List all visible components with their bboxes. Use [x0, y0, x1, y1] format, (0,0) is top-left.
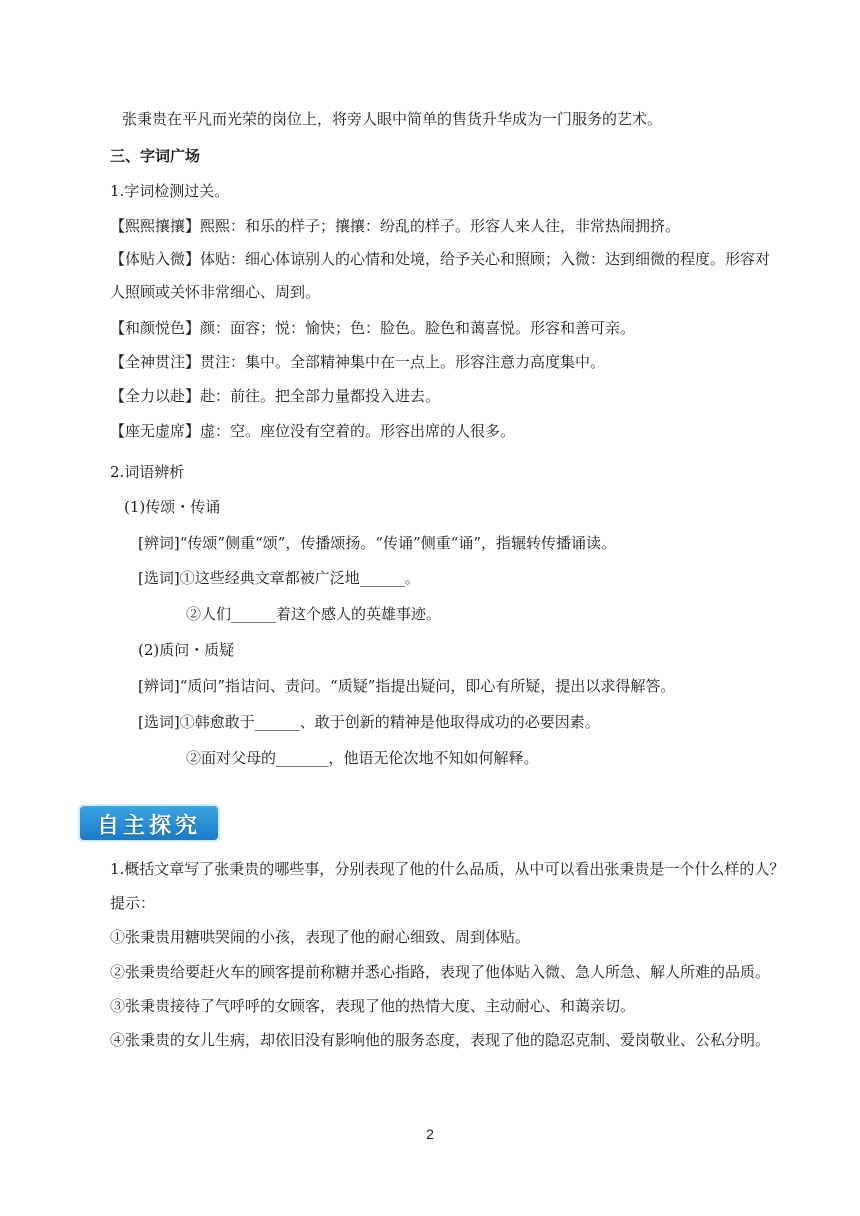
- answer-4: ④张秉贵的女儿生病，却依旧没有影响他的服务态度，表现了他的隐忍克制、爱岗敬业、公私分明。: [110, 1031, 771, 1049]
- explore-question: 1.概括文章写了张秉贵的哪些事，分别表现了他的什么品质，从中可以看出张秉贵是一个什么样的人？: [110, 860, 785, 878]
- pair1-choose2: ②人们______着这个感人的英雄事迹。: [186, 605, 442, 623]
- pair2-analysis: [辨词]“质问”指诘问、责问。“质疑”指提出疑问，即心有所疑，提出以求得解答。: [138, 677, 676, 695]
- sub-heading-word-check: 1.字词检测过关。: [110, 182, 230, 200]
- pair2-choose1: [选词]①韩愈敢于______、敢于创新的精神是他取得成功的必要因素。: [138, 713, 600, 731]
- section-heading: 三、字词广场: [110, 147, 201, 165]
- answer-3: ③张秉贵接待了气呼呼的女顾客，表现了他的热情大度、主动耐心、和蔼亲切。: [110, 997, 636, 1015]
- pair1-title: (1)传颂・传诵: [124, 498, 221, 516]
- hint-label: 提示：: [110, 894, 156, 912]
- entry-zuowuxuxi: 【座无虚席】虚：空。座位没有空着的。形容出席的人很多。: [110, 422, 516, 440]
- pair1-analysis: [辨词]“传颂”侧重“颂”，传播颂扬。“传诵”侧重“诵”，指辗转传播诵读。: [138, 534, 617, 552]
- answer-1: ①张秉贵用糖哄哭闹的小孩，表现了他的耐心细致、周到体贴。: [110, 928, 531, 946]
- answer-2: ②张秉贵给要赶火车的顾客提前称糖并悉心指路，表现了他体贴入微、急人所急、解人所难的品质。: [110, 963, 771, 981]
- entry-quanshenguanzhu: 【全神贯注】贯注：集中。全部精神集中在一点上。形容注意力高度集中。: [110, 353, 606, 371]
- pair2-title: (2)质问・质疑: [138, 641, 235, 659]
- entry-xixirangrang: 【熙熙攘攘】熙熙：和乐的样子；攘攘：纷乱的样子。形容人来人往，非常热闹拥挤。: [110, 217, 681, 235]
- entry-titieruwei: 【体贴入微】体贴：细心体谅别人的心情和处境，给予关心和照顾；入微：达到细微的程度。形容对: [110, 250, 771, 268]
- pair2-choose2: ②面对父母的_______，他语无伦次地不知如何解释。: [186, 749, 539, 767]
- banner-label: 自主探究: [96, 814, 201, 839]
- intro-line: 张秉贵在平凡而光荣的岗位上，将旁人眼中简单的售货升华成为一门服务的艺术。: [122, 110, 663, 128]
- page-number: 2: [426, 1126, 434, 1142]
- entry-titieruwei-cont: 人照顾或关怀非常细心、周到。: [110, 283, 321, 301]
- entry-quanliyifu: 【全力以赴】赴：前往。把全部力量都投入进去。: [110, 387, 441, 405]
- sub-heading-word-analysis: 2.词语辨析: [110, 463, 185, 481]
- self-explore-banner: [78, 804, 220, 842]
- pair1-choose1: [选词]①这些经典文章都被广泛地______。: [138, 569, 420, 587]
- entry-heyanyuese: 【和颜悦色】颜：面容；悦：愉快；色：脸色。脸色和蔼喜悦。形容和善可亲。: [110, 319, 636, 337]
